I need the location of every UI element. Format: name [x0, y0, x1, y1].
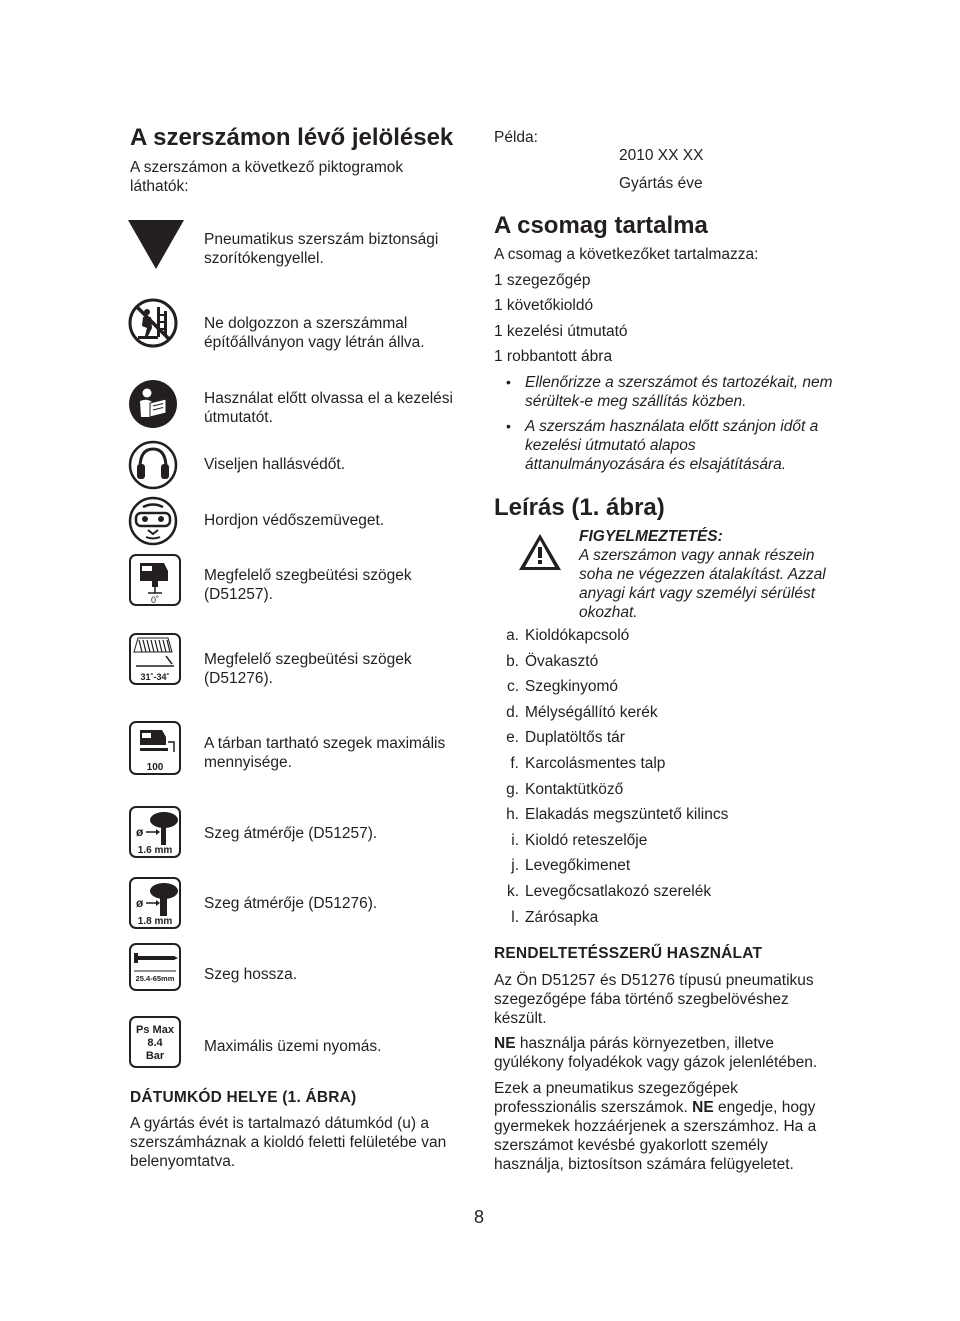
intended-use-paragraph: Ezek a pneumatikus szegezőgépek professzionális szerszámok. NE engedje, hogy gyermekek hozzáérjenek a szerszámhoz. Ha a szerszámot kevésbé gyakorlott személy használja, biztosítson számára felügyeletet. — [494, 1080, 817, 1173]
warning-heading: FIGYELMEZTETÉS: — [579, 528, 723, 545]
icon-label: 1.8 mm — [137, 916, 173, 927]
max-pressure-icon — [128, 1015, 184, 1069]
pictogram-text: Viseljen hallásvédőt. — [204, 456, 346, 473]
intended-use-heading: RENDELTETÉSSZERŰ HASZNÁLAT — [494, 945, 763, 962]
list-item: a. Kioldókapcsoló — [506, 627, 630, 644]
nail-diameter-18-icon — [128, 876, 184, 930]
date-code-text: A gyártás évét is tartalmazó dátumkód (u) a szerszámháznak a kioldó feletti felületébe van belenyomtatva. — [130, 1115, 447, 1170]
component-list — [500, 627, 800, 934]
list-item: i. Kioldó reteszelője — [511, 831, 648, 849]
description-title: Leírás (1. ábra) — [494, 494, 665, 521]
nail-length-icon — [128, 942, 184, 992]
list-item: 1 követőkioldó — [494, 297, 594, 315]
note-text: Ellenőrizze a szerszámot és tartozékait, nem sérültek-e meg szállítás közben. — [525, 374, 833, 410]
pictogram-text: Szeg átmérője (D51257). — [204, 825, 378, 842]
example-code: 2010 XX XX — [619, 147, 704, 164]
note-text: A szerszám használata előtt szánjon időt a kezelési útmutató alapos áttanulmányozására és elsajátítására. — [525, 418, 819, 473]
warning-triangle-icon — [128, 220, 184, 270]
example-caption: Gyártás éve — [619, 175, 703, 192]
bullet-icon: • — [506, 374, 511, 390]
list-item: d. Mélységállító kerék — [506, 703, 658, 721]
list-item: c. Szegkinyomó — [506, 678, 619, 696]
icon-label: Bar — [145, 1050, 165, 1062]
bullet-icon: • — [506, 418, 511, 434]
read-manual-icon — [128, 379, 184, 429]
warning-text: A szerszámon vagy annak részein soha ne végezzen átalakítást. Azzal anyagi kárt vagy személyi sérülést okozhat. — [579, 547, 826, 621]
svg-text:ø: ø — [136, 896, 144, 910]
page-number: 8 — [474, 1207, 485, 1227]
icon-label: 1.6 mm — [137, 845, 173, 856]
no-scaffold-ladder-icon — [128, 298, 184, 348]
icon-label: 31˚-34˚ — [140, 672, 170, 682]
pictogram-text: Szeg átmérője (D51276). — [204, 895, 378, 912]
warning-icon — [518, 533, 562, 576]
pictogram-text: Maximális üzemi nyomás. — [204, 1038, 382, 1055]
list-item: g. Kontaktütköző — [506, 780, 624, 798]
icon-label: 8.4 — [147, 1037, 163, 1049]
magazine-capacity-icon — [128, 720, 184, 776]
pictogram-text: Megfelelő szegbeütési szögek (D51257). — [204, 567, 412, 603]
example-label: Példa: — [494, 129, 538, 146]
pictogram-text: A tárban tartható szegek maximális mennyisége. — [204, 735, 446, 771]
warning-block — [579, 527, 849, 622]
date-code-heading: DÁTUMKÓD HELYE (1. ÁBRA) — [130, 1089, 357, 1106]
list-item: 1 robbantott ábra — [494, 348, 613, 366]
list-item: f. Karcolásmentes talp — [510, 754, 666, 772]
section-title: A szerszámon lévő jelölések — [130, 124, 454, 151]
pictogram-text: Szeg hossza. — [204, 966, 298, 983]
list-item: j. Levegőkimenet — [511, 857, 631, 875]
icon-label: Ps Max — [136, 1024, 174, 1036]
nailer-0-degree-icon — [128, 553, 184, 607]
hearing-protection-icon — [128, 440, 184, 490]
icon-label: 0˚ — [150, 595, 160, 605]
eye-protection-icon — [128, 496, 184, 546]
icon-label: 100 — [146, 762, 164, 773]
list-item: 1 kezelési útmutató — [494, 322, 628, 340]
list-item: b. Övakasztó — [506, 652, 599, 670]
section-intro: A szerszámon a következő piktogramok láthatók: — [130, 159, 404, 195]
pictogram-text: Megfelelő szegbeütési szögek (D51276). — [204, 651, 412, 687]
list-item: k. Levegőcsatlakozó szerelék — [506, 882, 712, 900]
pictogram-text: Használat előtt olvassa el a kezelési útmutatót. — [204, 390, 453, 426]
pictogram-text: Ne dolgozzon a szerszámmal építőállványon vagy létrán állva. — [204, 315, 425, 351]
intended-use-paragraph: Az Ön D51257 és D51276 típusú pneumatikus szegezőgépe fába történő szegbelövéshez készült. — [494, 972, 814, 1027]
nailer-31-34-degree-icon — [128, 632, 184, 686]
svg-text:ø: ø — [136, 825, 144, 839]
list-item: l. Zárósapka — [511, 908, 599, 926]
list-item: e. Duplatöltős tár — [506, 729, 625, 747]
pictogram-text: Pneumatikus szerszám biztonsági szorítókengyellel. — [204, 231, 439, 267]
package-list — [494, 245, 834, 373]
pictogram-text: Hordjon védőszemüveget. — [204, 512, 385, 529]
nail-diameter-16-icon — [128, 805, 184, 859]
icon-label: 25.4-65mm — [135, 974, 175, 983]
package-title: A csomag tartalma — [494, 212, 708, 239]
list-item: 1 szegezőgép — [494, 271, 591, 289]
intended-use-paragraph: NE használja párás környezetben, illetve gyúlékony folyadékok vagy gázok jelenlétében. — [494, 1035, 818, 1071]
list-item: h. Elakadás megszüntető kilincs — [506, 806, 729, 824]
package-intro: A csomag a következőket tartalmazza: — [494, 246, 759, 263]
